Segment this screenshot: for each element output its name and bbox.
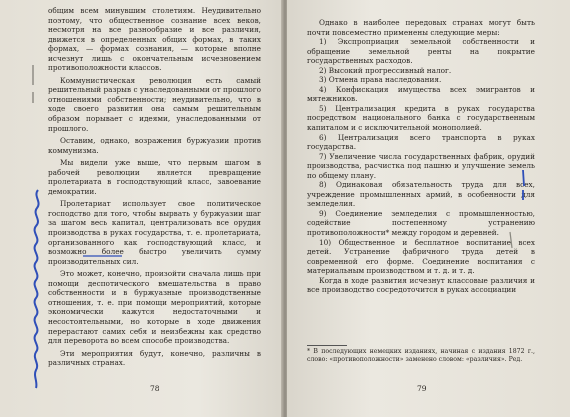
- list-item: 2) Высокий прогрессивный налог.: [319, 65, 452, 75]
- list-item: 9) Соединение земледелия с промышленностью, содействие постепенному устранению противоположности* между городом и деревней.: [307, 208, 535, 238]
- list-item: 1) Экспроприация земельной собственности и обращение земельной ренты на покрытие государственных расходов.: [307, 37, 535, 66]
- page-number: 78: [150, 384, 160, 393]
- list-item: 6) Централизация всего транспорта в руках государства.: [307, 132, 535, 152]
- paragraph: общим всем минувшим столетиям. Неудивительно поэтому, что общественное сознание всех веков, несмотря на все разнообразие и все различия, движется в определенных общих формах, в таких формах, — формах сознания, — которые вполне исчезнут лишь с окончательным исчезновением противоположности классов.: [48, 6, 261, 73]
- paragraph: Коммунистическая революция есть самый решительный разрыв с унаследованными от прошлого отношениями собственности; неудивительно, что в ходе своего развития она самым решительным образом порывает с идеями, унаследованными от прошлого.: [48, 75, 261, 133]
- page-number: 79: [417, 384, 427, 393]
- paragraph: Мы видели уже выше, что первым шагом в рабочей революции является превращение пролетариата в господствующий класс, завоевание демократии.: [48, 158, 261, 196]
- list-item: 4) Конфискация имущества всех эмигрантов и мятежников.: [307, 84, 535, 104]
- paragraph: Оставим, однако, возражения буржуазии против коммунизма.: [48, 136, 261, 155]
- pencil-margin-stroke: [510, 232, 512, 248]
- blue-pen-margin-line: [523, 170, 524, 200]
- paragraph: Когда в ходе развития исчезнут классовые различия и все производство сосредоточится в руках ассоциации: [307, 275, 535, 295]
- list-item: 3) Отмена права наследования.: [319, 75, 442, 85]
- paragraph: Однако в наиболее передовых странах могут быть почти повсеместно применены следующие меры:: [307, 18, 535, 37]
- list-item: 7) Увеличение числа государственных фабрик, орудий производства, расчистка под пашню и улучшение земель по общему плану.: [307, 151, 535, 180]
- list-item: 5) Централизация кредита в руках государства посредством национального банка с государственным капиталом и с исключительной монополией.: [307, 103, 535, 133]
- paragraph: Пролетариат использует свое политическое господство для того, чтобы вырвать у буржуазии шаг за шагом весь капитал, централизовать все орудия производства в руках государства, т. е. пролетариата, организованного как господствующий класс, и возможно более быстро увеличить сумму производительных сил.: [48, 199, 261, 266]
- blue-pen-margin-squiggle: [35, 190, 39, 388]
- footnote: * В последующих немецких изданиях, начиная с издания 1872 г., слово: «противоположности» заменено словом: «различия». Ред.: [307, 348, 535, 363]
- list-item: 10) Общественное и бесплатное воспитание всех детей. Устранение фабричного труда детей в современной его форме. Соединение воспитания с материальным производством и т. д. и т. д.: [307, 237, 535, 276]
- paragraph: Эти мероприятия будут, конечно, различны в различных странах.: [48, 348, 261, 368]
- list-item: 8) Одинаковая обязательность труда для всех, учреждение промышленных армий, в особенности для земледелия.: [307, 180, 535, 209]
- paragraph: Это может, конечно, произойти сначала лишь при помощи деспотического вмешательства в право собственности и в буржуазные производственные отношения, т. е. при помощи мероприятий, которые экономически кажутся недостаточными и несостоятельными, но которые в ходе движения перерастают самих себя и неизбежны как средство для переворота во всем способе производства.: [48, 269, 261, 346]
